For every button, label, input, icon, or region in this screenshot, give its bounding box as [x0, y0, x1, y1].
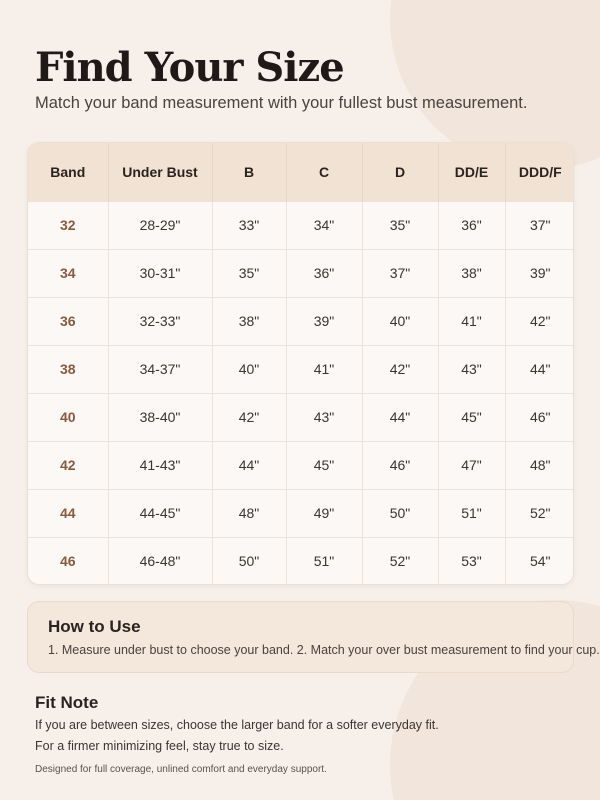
column-header: Under Bust [108, 143, 212, 201]
table-cell: 41" [286, 345, 362, 393]
table-row [28, 345, 574, 393]
fit-note-line-2: For a firmer minimizing feel, stay true to size. [35, 739, 284, 753]
table-cell: 44" [529, 361, 551, 378]
table-cell: 44" [212, 441, 286, 489]
table-cell: 38-40" [108, 393, 212, 441]
table-row [28, 489, 574, 537]
table-cell: 49" [286, 489, 362, 537]
band-cell: 34 [28, 249, 108, 297]
table-header-row [28, 143, 574, 201]
table-cell: 32-33" [108, 297, 212, 345]
table-cell: 45" [438, 393, 505, 441]
how-to-use-card [27, 601, 600, 673]
band-cell: 42 [28, 441, 108, 489]
band-cell: 46 [28, 537, 108, 584]
column-header: B [212, 143, 286, 201]
column-header: C [286, 143, 362, 201]
table-cell: 35" [362, 201, 438, 249]
column-header: Band [28, 143, 108, 201]
table-cell: 54" [529, 552, 551, 569]
table-cell: 39" [286, 297, 362, 345]
band-cell: 32 [28, 201, 108, 249]
table-cell: 50" [212, 537, 286, 584]
table-cell: 36" [438, 201, 505, 249]
table-cell: 40" [212, 345, 286, 393]
table-cell: 42" [212, 393, 286, 441]
table-cell: 48" [529, 457, 551, 474]
table-cell: 33" [212, 201, 286, 249]
table-cell: 35" [212, 249, 286, 297]
table-cell: 28-29" [108, 201, 212, 249]
how-to-use-title: How to Use [48, 617, 141, 636]
table-cell: 41" [438, 297, 505, 345]
table-cell: 50" [362, 489, 438, 537]
table-cell: 37" [529, 217, 551, 234]
table-row [28, 297, 574, 345]
size-chart-card [27, 142, 574, 585]
table-cell: 51" [438, 489, 505, 537]
how-to-use-text: 1. Measure under bust to choose your band. 2. Match your over bust measurement to find your cup. [48, 643, 600, 657]
table-cell: 46" [529, 409, 551, 426]
column-header: D [362, 143, 438, 201]
table-row [28, 441, 574, 489]
table-cell: 44-45" [108, 489, 212, 537]
band-cell: 36 [28, 297, 108, 345]
table-cell: 40" [362, 297, 438, 345]
size-chart-table [28, 143, 574, 584]
table-cell: 45" [286, 441, 362, 489]
table-cell: 53" [438, 537, 505, 584]
table-cell: 34-37" [108, 345, 212, 393]
table-cell: 46-48" [108, 537, 212, 584]
fit-note-title: Fit Note [35, 693, 99, 712]
column-header: DDD/F [518, 163, 562, 180]
table-cell: 52" [362, 537, 438, 584]
table-cell: 52" [529, 505, 551, 522]
table-cell: 43" [286, 393, 362, 441]
table-cell: 48" [212, 489, 286, 537]
table-cell: 34" [286, 201, 362, 249]
band-cell: 44 [28, 489, 108, 537]
table-row [28, 393, 574, 441]
table-row [28, 201, 574, 249]
table-cell: 51" [286, 537, 362, 584]
table-cell: 47" [438, 441, 505, 489]
footnote: Designed for full coverage, unlined comfort and everyday support. [35, 764, 327, 775]
table-cell: 36" [286, 249, 362, 297]
table-cell: 43" [438, 345, 505, 393]
table-cell: 46" [362, 441, 438, 489]
table-cell: 30-31" [108, 249, 212, 297]
table-cell: 37" [362, 249, 438, 297]
band-cell: 38 [28, 345, 108, 393]
table-body [28, 201, 574, 584]
page-title: Find Your Size [35, 44, 344, 91]
table-cell: 38" [438, 249, 505, 297]
band-cell: 40 [28, 393, 108, 441]
table-row [28, 537, 574, 584]
fit-note-line-1: If you are between sizes, choose the larger band for a softer everyday fit. [35, 718, 439, 732]
column-header: DD/E [438, 143, 505, 201]
table-cell: 41-43" [108, 441, 212, 489]
table-row [28, 249, 574, 297]
page-subtitle: Match your band measurement with your fullest bust measurement. [35, 94, 528, 112]
table-cell: 44" [362, 393, 438, 441]
table-cell: 42" [529, 313, 551, 330]
table-cell: 42" [362, 345, 438, 393]
table-cell: 39" [529, 265, 551, 282]
table-cell: 38" [212, 297, 286, 345]
